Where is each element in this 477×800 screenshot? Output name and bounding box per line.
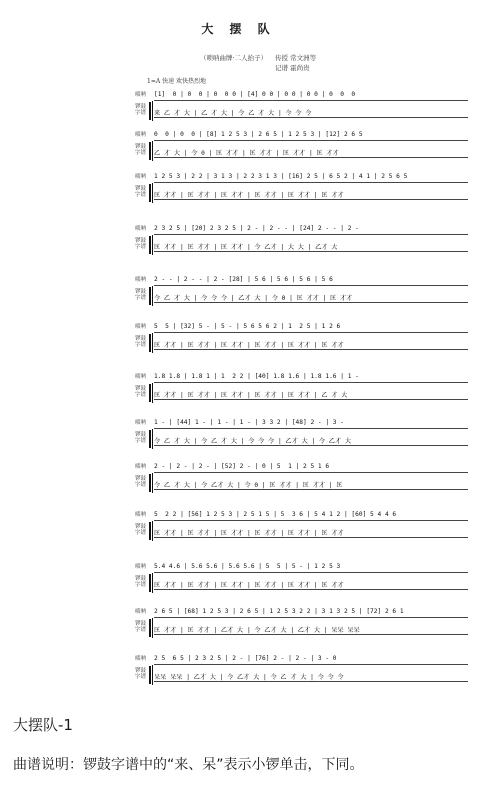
gong-line: 令 乙 才 大 | 令 乙才 大 | 令 0 | 匡 才才 | 匡 才才 | 匡 <box>154 482 343 489</box>
suona-underline <box>154 382 468 383</box>
system-bracket <box>149 619 153 637</box>
suona-line: 2 5 6 5 | 2 3 2 5 | 2 - | [76] 2 - | 2 - | 3 - 0 <box>154 655 337 662</box>
gong-label <box>135 621 146 633</box>
gong-label-2: 字谱 <box>135 530 147 536</box>
gong-line: 匡 才才 | 匡 才才 | 匡 才才 | 令 乙才 | 大 大 | 乙才 大 <box>154 244 338 251</box>
suona-label: 唢呐 <box>135 609 147 615</box>
gong-label-1: 锣鼓 <box>135 621 147 627</box>
gong-label-1: 锣鼓 <box>135 144 147 150</box>
gong-label <box>135 336 146 348</box>
score-system <box>130 170 468 210</box>
gong-label-2: 字谱 <box>135 244 147 250</box>
score-transmitter: 传授 常文洲等 <box>275 54 317 62</box>
gong-label <box>135 144 146 156</box>
score-system <box>130 460 468 500</box>
gong-label-1: 锣鼓 <box>135 524 147 530</box>
gong-line: 呆呆 呆呆 | 乙才 大 | 令 乙才 大 | 令 乙 才 大 | 令 令 令 <box>154 674 344 681</box>
gong-label <box>135 186 146 198</box>
suona-line: 0 0 | 0 0 | [8] 1 2 5 3 | 2 6 5 | 1 2 5 3 | [12] 2 6 5 <box>154 131 363 138</box>
suona-line: 1 2 5 3 | 2 2 | 3 1 3 | 2 2 3 1 3 | [16] 2 5 | 6 5 2 | 4 1 | 2 5 6 5 <box>154 173 408 180</box>
suona-label: 唢呐 <box>135 324 147 330</box>
gong-underline <box>154 349 468 350</box>
suona-label: 唢呐 <box>135 92 147 98</box>
suona-underline <box>154 285 468 286</box>
suona-line: 5.4 4.6 | 5.6 5.6 | 5.6 5.6 | 5 5 | 5 - | 1 2 5 3 <box>154 563 341 570</box>
suona-line: 5 5 | [32] 5 - | 5 - | 5 6 5 6 2 | 1 2 5 | 1 2 6 <box>154 323 341 330</box>
suona-line: 1 - | [44] 1 - | 1 - | 1 - | 3 3 2 | [48] 2 - | 3 - <box>154 419 344 426</box>
score-system <box>130 605 468 645</box>
gong-label-1: 锣鼓 <box>135 432 147 438</box>
score-system <box>130 416 468 456</box>
gong-underline <box>154 445 468 446</box>
gong-label <box>135 576 146 588</box>
system-bracket <box>149 334 153 352</box>
gong-label-1: 锣鼓 <box>135 336 147 342</box>
gong-underline <box>154 199 468 200</box>
gong-label <box>135 668 146 680</box>
suona-underline <box>154 140 468 141</box>
score-system <box>130 560 468 600</box>
system-bracket <box>149 142 153 160</box>
gong-line: 来 乙 才 大 | 乙 才 大 | 令 乙 才 大 | 令 令 令 <box>154 110 312 117</box>
gong-label-1: 锣鼓 <box>135 238 147 244</box>
gong-line: 乙 才 大 | 令 0 | 匡 才才 | 匡 才才 | 匡 才才 | 匡 才才 <box>154 150 339 157</box>
suona-label: 唢呐 <box>135 420 147 426</box>
gong-label-1: 锣鼓 <box>135 289 147 295</box>
gong-label-2: 字谱 <box>135 150 147 156</box>
gong-underline <box>154 589 468 590</box>
suona-underline <box>154 182 468 183</box>
suona-underline <box>154 520 468 521</box>
gong-underline <box>154 251 468 252</box>
score-system <box>130 508 468 548</box>
gong-label-1: 锣鼓 <box>135 104 147 110</box>
gong-label-2: 字谱 <box>135 342 147 348</box>
system-bracket <box>149 384 153 402</box>
gong-label <box>135 104 146 116</box>
suona-label: 唢呐 <box>135 132 147 138</box>
gong-label-2: 字谱 <box>135 192 147 198</box>
gong-underline <box>154 117 468 118</box>
suona-line: 2 - | 2 - | 2 - | [52] 2 - | 0 | 5 1 | 2 5 1 6 <box>154 463 330 470</box>
gong-underline <box>154 634 468 635</box>
score-genre: （唢呐曲牌·二人抬子） <box>200 54 268 62</box>
gong-line: 匡 才才 | 匡 才才 | 匡 才才 | 匡 才才 | 匡 才才 | 匡 才才 <box>154 582 344 589</box>
score-system <box>130 88 468 128</box>
suona-line: 1.8 1.8 | 1.8 1 | 1 2 2 | [40] 1.8 1.6 | 1.8 1.6 | 1 - <box>154 373 359 380</box>
gong-label <box>135 432 146 444</box>
suona-label: 唢呐 <box>135 564 147 570</box>
gong-underline <box>154 157 468 158</box>
score-transcriber: 记谱 霍尚贵 <box>275 64 310 72</box>
gong-label-1: 锣鼓 <box>135 668 147 674</box>
suona-underline <box>154 472 468 473</box>
gong-label <box>135 524 146 536</box>
suona-label: 唢呐 <box>135 512 147 518</box>
gong-label-2: 字谱 <box>135 674 147 680</box>
suona-line: 2 3 2 5 | [20] 2 3 2 5 | 2 - | 2 - - | [24] 2 - - | 2 - <box>154 225 359 232</box>
score-system <box>130 273 468 313</box>
system-bracket <box>149 102 153 120</box>
gong-label-2: 字谱 <box>135 627 147 633</box>
gong-label-2: 字谱 <box>135 110 147 116</box>
system-bracket <box>149 287 153 305</box>
score-tempo: 1=A 快速 欢快热烈地 <box>147 78 206 85</box>
suona-underline <box>154 332 468 333</box>
system-bracket <box>149 474 153 492</box>
suona-label: 唢呐 <box>135 374 147 380</box>
score-note: 曲谱说明：锣鼓字谱中的“来、呆”表示小锣单击，下同。 <box>13 757 364 773</box>
gong-line: 令 乙 才 大 | 令 乙 才 大 | 令 令 令 | 乙才 大 | 令 乙才 大 <box>154 438 352 445</box>
gong-label-2: 字谱 <box>135 582 147 588</box>
suona-line: 2 - - | 2 - - | 2 - [28] | 5 6 | 5 6 | 5 6 | 5 6 <box>154 276 333 283</box>
gong-line: 令 乙 才 大 | 令 令 令 | 乙才 大 | 令 0 | 匡 才才 | 匡 才才 <box>154 295 353 302</box>
score-system <box>130 222 468 262</box>
gong-underline <box>154 537 468 538</box>
caption: 大摆队-1 <box>13 716 73 734</box>
gong-label-2: 字谱 <box>135 438 147 444</box>
gong-label <box>135 289 146 301</box>
suona-underline <box>154 572 468 573</box>
suona-line: [1] 0 | 0 0 | 0 0 0 | [4] 0 0 | 0 0 | 0 0 | 0 0 0 <box>154 91 356 98</box>
gong-line: 匡 才才 | 匡 才才 | 匡 才才 | 匡 才才 | 匡 才才 | 乙 才 大 <box>154 392 348 399</box>
gong-line: 匡 才才 | 匡 才才 | 匡 才才 | 匡 才才 | 匡 才才 | 匡 才才 <box>154 530 344 537</box>
system-bracket <box>149 666 153 684</box>
gong-label <box>135 238 146 250</box>
gong-underline <box>154 681 468 682</box>
system-bracket <box>149 184 153 202</box>
score-title: 大 摆 队 <box>201 22 276 36</box>
suona-underline <box>154 234 468 235</box>
gong-underline <box>154 489 468 490</box>
gong-line: 匡 才才 | 匡 才才 | 乙才 大 | 令 乙才 大 | 乙才 大 | 呆呆 呆呆 <box>154 627 360 634</box>
suona-underline <box>154 428 468 429</box>
suona-line: 5 2 2 | [56] 1 2 5 3 | 2 5 1 5 | 5 3 6 | 5 4 1 2 | [60] 5 4 4 6 <box>154 511 397 518</box>
suona-underline <box>154 617 468 618</box>
gong-underline <box>154 399 468 400</box>
gong-line: 匡 才才 | 匡 才才 | 匡 才才 | 匡 才才 | 匡 才才 | 匡 才才 <box>154 342 344 349</box>
suona-label: 唢呐 <box>135 656 147 662</box>
suona-label: 唢呐 <box>135 226 147 232</box>
gong-label-1: 锣鼓 <box>135 476 147 482</box>
gong-label-1: 锣鼓 <box>135 576 147 582</box>
suona-label: 唢呐 <box>135 277 147 283</box>
score-system <box>130 320 468 360</box>
score-system <box>130 652 468 692</box>
gong-label-1: 锣鼓 <box>135 186 147 192</box>
system-bracket <box>149 522 153 540</box>
gong-label <box>135 476 146 488</box>
system-bracket <box>149 574 153 592</box>
suona-line: 2 6 5 | [68] 1 2 5 3 | 2 6 5 | 1 2 5 3 2 2 | 3 1 3 2 5 | [72] 2 6 1 <box>154 608 404 615</box>
gong-underline <box>154 302 468 303</box>
gong-label-2: 字谱 <box>135 295 147 301</box>
suona-underline <box>154 664 468 665</box>
system-bracket <box>149 430 153 448</box>
gong-label-1: 锣鼓 <box>135 386 147 392</box>
gong-line: 匡 才才 | 匡 才才 | 匡 才才 | 匡 才才 | 匡 才才 | 匡 才才 <box>154 192 344 199</box>
gong-label <box>135 386 146 398</box>
score-system <box>130 370 468 410</box>
gong-label-2: 字谱 <box>135 482 147 488</box>
gong-label-2: 字谱 <box>135 392 147 398</box>
suona-label: 唢呐 <box>135 464 147 470</box>
suona-underline <box>154 100 468 101</box>
suona-label: 唢呐 <box>135 174 147 180</box>
system-bracket <box>149 236 153 254</box>
score-system <box>130 128 468 168</box>
